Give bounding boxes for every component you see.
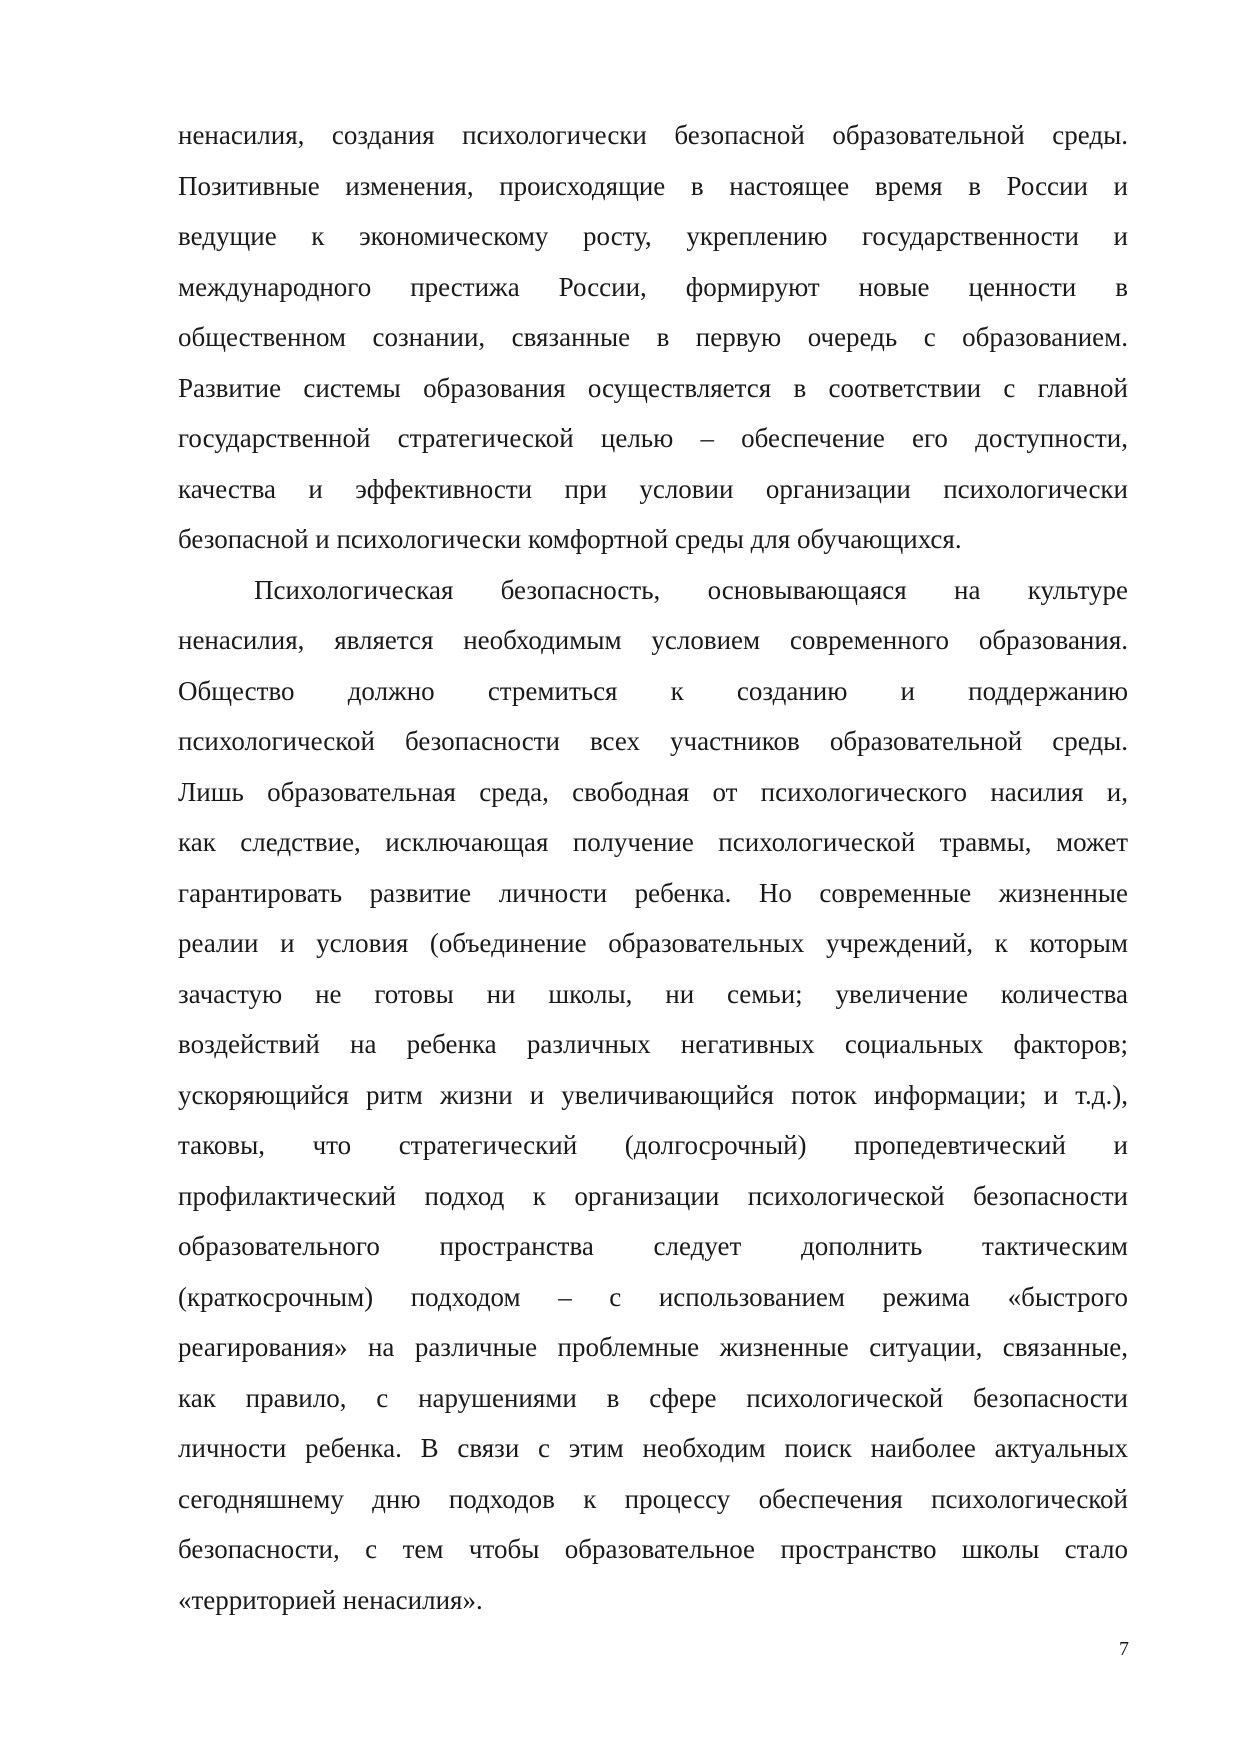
text-line: ненасилия, является необходимым условием современного образования.: [178, 625, 1128, 655]
text-line: реагирования» на различные проблемные жизненные ситуации, связанные,: [178, 1332, 1128, 1362]
text-line: ускоряющийся ритм жизни и увеличивающийся поток информации; и т.д.),: [178, 1079, 1128, 1110]
text-line: Психологическая безопасность, основывающаяся на культуре: [254, 574, 1128, 605]
text-line: ведущие к экономическому росту, укреплению государственности и: [178, 221, 1128, 251]
text-line: безопасности, с тем чтобы образовательное пространство школы стало: [178, 1534, 1128, 1564]
text-line: как правило, с нарушениями в сфере психологической безопасности: [178, 1382, 1128, 1413]
text-line: психологической безопасности всех участников образовательной среды.: [178, 726, 1128, 756]
text-line: Развитие системы образования осуществляется в соответствии с главной: [178, 372, 1128, 403]
text-line: международного престижа России, формируют новые ценности в: [178, 271, 1128, 302]
text-line: безопасной и психологически комфортной среды для обучающихся.: [178, 524, 962, 554]
text-line: государственной стратегической целью – обеспечение его доступности,: [178, 423, 1128, 453]
page-number: 7: [1119, 1638, 1129, 1660]
text-line: таковы, что стратегический (долгосрочный) пропедевтический и: [178, 1130, 1128, 1160]
text-line: личности ребенка. В связи с этим необходим поиск наиболее актуальных: [178, 1433, 1128, 1463]
text-line: зачастую не готовы ни школы, ни семьи; увеличение количества: [178, 978, 1128, 1009]
text-line: Лишь образовательная среда, свободная от психологического насилия и,: [178, 776, 1128, 807]
text-line: воздействий на ребенка различных негативных социальных факторов;: [178, 1029, 1128, 1059]
text-line: общественном сознании, связанные в первую очередь с образованием.: [178, 322, 1128, 352]
text-line: «территорией ненасилия».: [178, 1584, 483, 1615]
text-line: гарантировать развитие личности ребенка. Но современные жизненные: [178, 877, 1128, 908]
text-line: как следствие, исключающая получение психологической травмы, может: [178, 827, 1128, 857]
text-line: профилактический подход к организации психологической безопасности: [178, 1180, 1128, 1211]
text-line: образовательного пространства следует дополнить тактическим: [178, 1231, 1128, 1261]
text-line: реалии и условия (объединение образовательных учреждений, к которым: [178, 928, 1128, 958]
text-line: Позитивные изменения, происходящие в настоящее время в России и: [178, 170, 1128, 201]
text-line: (краткосрочным) подходом – с использованием режима «быстрого: [178, 1281, 1128, 1312]
text-line: Общество должно стремиться к созданию и поддержанию: [178, 675, 1128, 706]
paragraph-2: [178, 565, 1128, 1626]
paragraph-1: [178, 110, 1128, 565]
text-line: сегодняшнему дню подходов к процессу обеспечения психологической: [178, 1483, 1128, 1514]
text-line: качества и эффективности при условии организации психологически: [178, 473, 1128, 504]
text-line: ненасилия, создания психологически безопасной образовательной среды.: [178, 120, 1128, 150]
body-text: [178, 110, 1128, 1625]
